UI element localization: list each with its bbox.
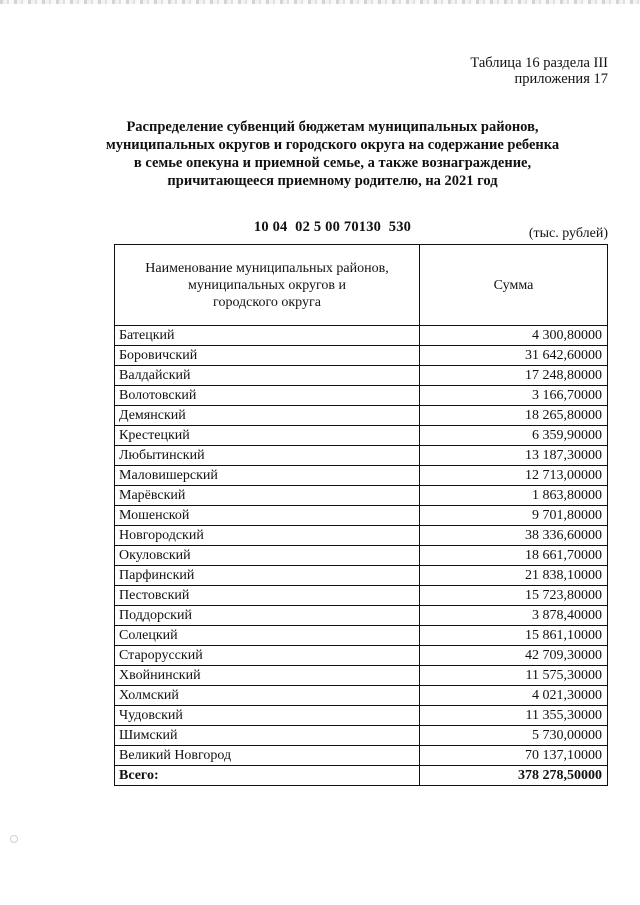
district-name-cell: Демянский [115, 406, 420, 426]
table-row [115, 666, 608, 686]
header-name-line: городского округа [213, 294, 321, 310]
table-row [115, 466, 608, 486]
title-line: причитающееся приемному родителю, на 2021 год [167, 173, 498, 189]
amount-cell: 17 248,80000 [420, 366, 608, 386]
table-row [115, 566, 608, 586]
amount-cell: 4 300,80000 [420, 326, 608, 346]
table-row [115, 586, 608, 606]
amount-cell: 70 137,10000 [420, 746, 608, 766]
title-line: в семье опекуна и приемной семье, а также вознаграждение, [133, 155, 532, 171]
amount-cell: 13 187,30000 [420, 446, 608, 466]
table-row [115, 726, 608, 746]
table-row [115, 626, 608, 646]
district-name-cell: Крестецкий [115, 426, 420, 446]
reference-line-table: Таблица 16 раздела III [470, 55, 608, 71]
district-name-cell: Батецкий [115, 326, 420, 346]
district-name-cell: Солецкий [115, 626, 420, 646]
district-name-cell: Маловишерский [115, 466, 420, 486]
table-row [115, 686, 608, 706]
table-row [115, 526, 608, 546]
title-line: муниципальных округов и городского округа на содержание ребенка [105, 137, 560, 153]
district-name-cell: Валдайский [115, 366, 420, 386]
district-name-cell: Волотовский [115, 386, 420, 406]
district-name-cell: Марёвский [115, 486, 420, 506]
amount-cell: 18 661,70000 [420, 546, 608, 566]
header-name-line: муниципальных округов и [187, 277, 347, 293]
table-body [115, 326, 608, 786]
table-header-row [115, 245, 608, 326]
table-row [115, 506, 608, 526]
title-line: Распределение субвенций бюджетам муниципальных районов, [126, 119, 539, 135]
district-name-cell: Боровичский [115, 346, 420, 366]
table-row [115, 386, 608, 406]
table-row [115, 346, 608, 366]
column-header-sum: Сумма [420, 245, 608, 326]
amount-cell: 11 355,30000 [420, 706, 608, 726]
table-row [115, 486, 608, 506]
column-header-name [115, 245, 420, 326]
district-name-cell: Холмский [115, 686, 420, 706]
table-row [115, 606, 608, 626]
amount-cell: 1 863,80000 [420, 486, 608, 506]
district-name-cell: Старорусский [115, 646, 420, 666]
total-label-cell: Всего: [115, 766, 420, 786]
table-row [115, 366, 608, 386]
district-name-cell: Поддорский [115, 606, 420, 626]
amount-cell: 9 701,80000 [420, 506, 608, 526]
scan-edge-artifact [0, 0, 640, 4]
amount-cell: 5 730,00000 [420, 726, 608, 746]
header-name-line: Наименование муниципальных районов, [145, 260, 389, 276]
table-reference [470, 55, 608, 87]
reference-line-appendix: приложения 17 [514, 71, 608, 87]
amount-cell: 3 878,40000 [420, 606, 608, 626]
amount-cell: 15 861,10000 [420, 626, 608, 646]
district-name-cell: Великий Новгород [115, 746, 420, 766]
amount-cell: 38 336,60000 [420, 526, 608, 546]
amount-cell: 15 723,80000 [420, 586, 608, 606]
punch-hole-mark [10, 835, 18, 843]
amount-cell: 12 713,00000 [420, 466, 608, 486]
district-name-cell: Хвойнинский [115, 666, 420, 686]
district-name-cell: Новгородский [115, 526, 420, 546]
amount-cell: 4 021,30000 [420, 686, 608, 706]
amount-cell: 6 359,90000 [420, 426, 608, 446]
unit-label: (тыс. рублей) [528, 226, 608, 241]
subvention-table [114, 244, 608, 786]
amount-cell: 21 838,10000 [420, 566, 608, 586]
table-row [115, 426, 608, 446]
amount-cell: 3 166,70000 [420, 386, 608, 406]
table-row [115, 646, 608, 666]
budget-classification-code: 10 04 02 5 00 70130 530 [253, 219, 412, 235]
amount-cell: 42 709,30000 [420, 646, 608, 666]
amount-cell: 18 265,80000 [420, 406, 608, 426]
table-row [115, 706, 608, 726]
district-name-cell: Чудовский [115, 706, 420, 726]
table-row [115, 326, 608, 346]
total-row [115, 766, 608, 786]
document-title [60, 118, 605, 190]
district-name-cell: Парфинский [115, 566, 420, 586]
table-row [115, 446, 608, 466]
district-name-cell: Любытинский [115, 446, 420, 466]
amount-cell: 11 575,30000 [420, 666, 608, 686]
district-name-cell: Окуловский [115, 546, 420, 566]
total-amount-cell: 378 278,50000 [420, 766, 608, 786]
table-row [115, 746, 608, 766]
amount-cell: 31 642,60000 [420, 346, 608, 366]
table-row [115, 406, 608, 426]
district-name-cell: Пестовский [115, 586, 420, 606]
district-name-cell: Шимский [115, 726, 420, 746]
table-row [115, 546, 608, 566]
district-name-cell: Мошенской [115, 506, 420, 526]
